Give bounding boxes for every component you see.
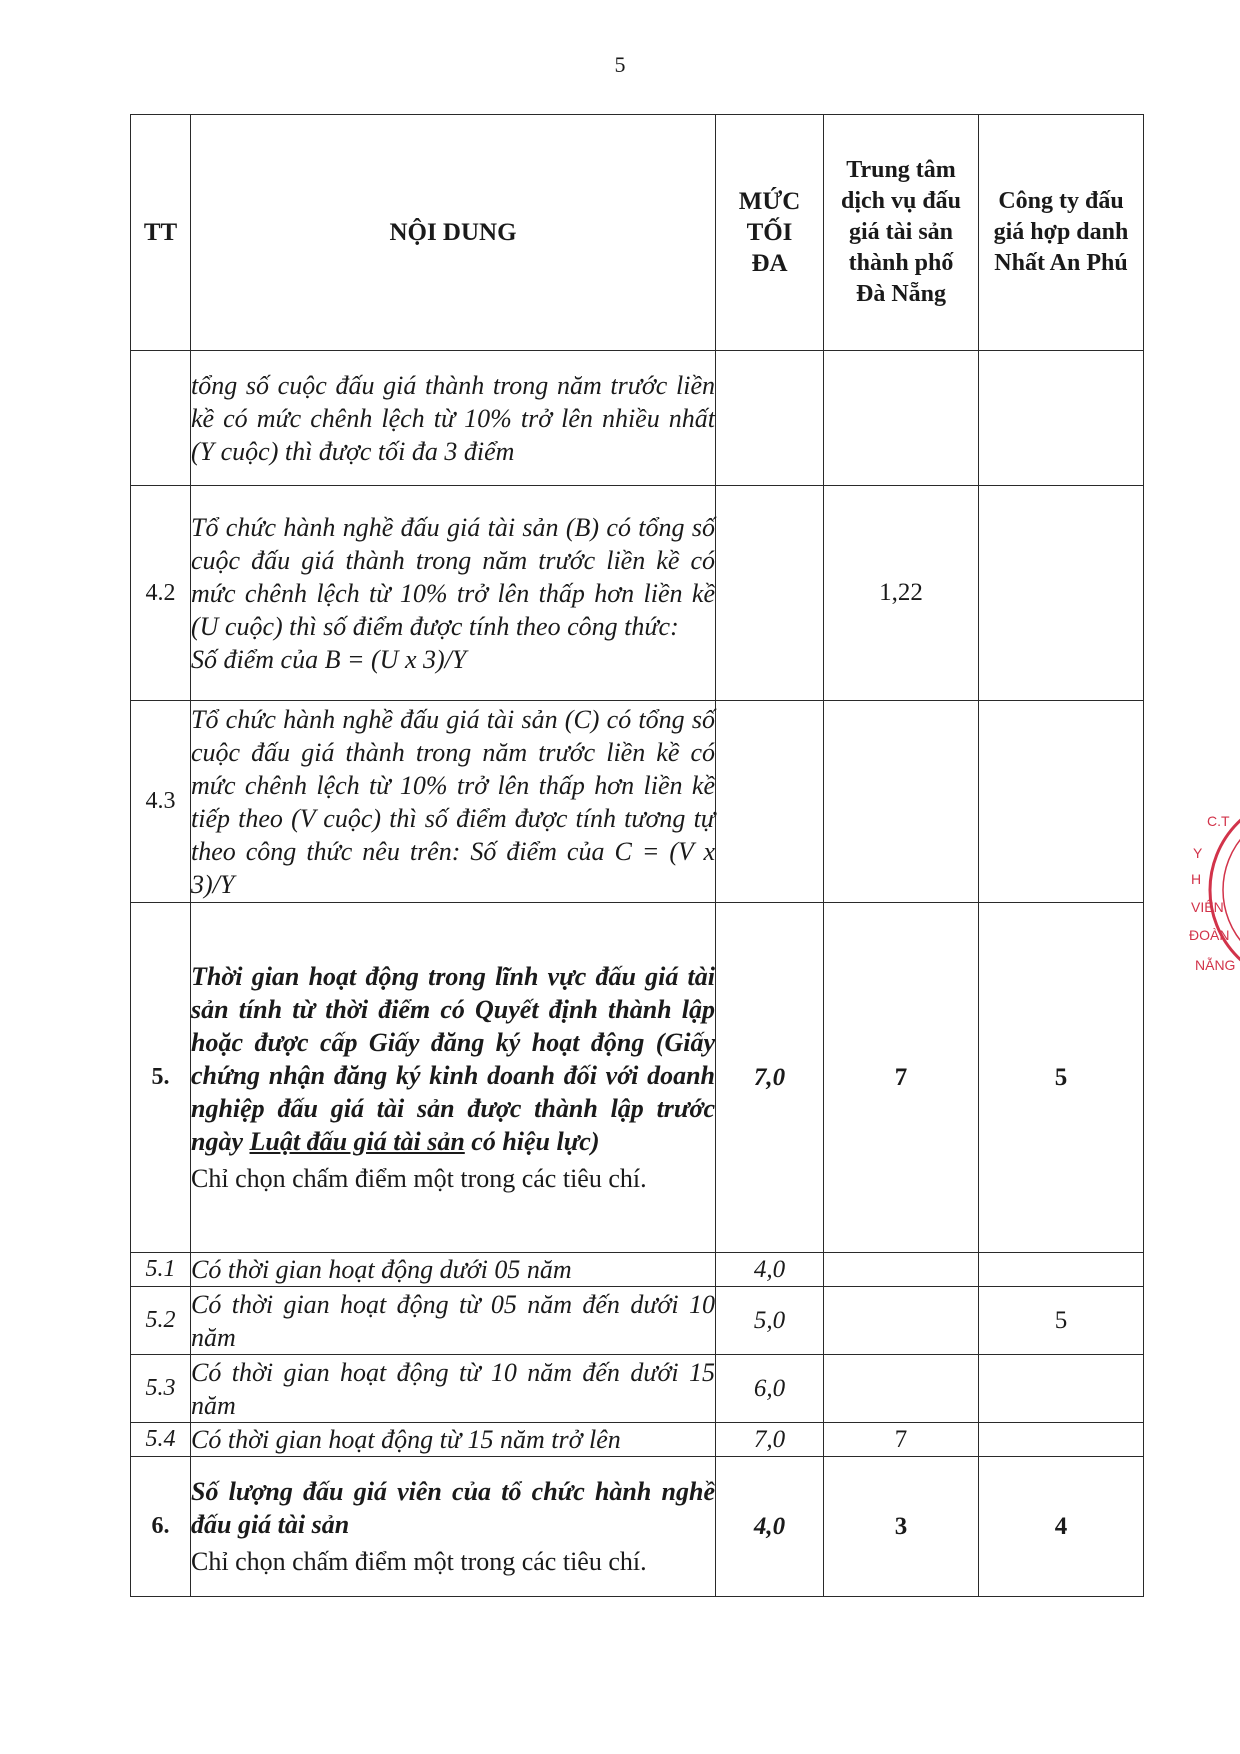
- seal-text-6: NẴNG: [1195, 957, 1236, 973]
- row-org-b: [979, 351, 1144, 486]
- row-content: [191, 1457, 716, 1597]
- row-content-note: Chỉ chọn chấm điểm một trong các tiêu chí.: [191, 1547, 647, 1576]
- row-max: 7,0: [716, 1423, 824, 1457]
- row-content-text: Tổ chức hành nghề đấu giá tài sản (B) có tổng số cuộc đấu giá thành trong năm trước liền kề có mức chênh lệch từ 10% trở lên thấp hơn liền kề (U cuộc) thì số điểm được tính theo công thức:: [191, 512, 715, 641]
- row-max: 5,0: [716, 1287, 824, 1355]
- law-reference: Luật đấu giá tài sản: [249, 1127, 465, 1156]
- row-org-a: [824, 351, 979, 486]
- company-seal: [1185, 790, 1240, 990]
- row-content-text: Có thời gian hoạt động từ 05 năm đến dưới 10 năm: [191, 1289, 715, 1352]
- table-row: [131, 486, 1144, 701]
- row-content: [191, 1355, 716, 1423]
- row-content: [191, 1253, 716, 1287]
- header-org-a-text: Trung tâm dịch vụ đấu giá tài sản thành phố Đà Nẵng: [840, 157, 962, 307]
- row-content: [191, 486, 716, 701]
- row-content-text: Có thời gian hoạt động dưới 05 năm: [191, 1255, 572, 1284]
- table-row-section-5: [131, 903, 1144, 1253]
- table-row: [131, 1287, 1144, 1355]
- header-max-score-text: MỨC TỐI ĐA: [738, 188, 801, 277]
- row-tt: 5.1: [131, 1253, 191, 1287]
- row-content-note: Chỉ chọn chấm điểm một trong các tiêu chí.: [191, 1164, 647, 1193]
- row-org-a: 1,22: [824, 486, 979, 701]
- row-org-b: 5: [979, 903, 1144, 1253]
- row-max: [716, 351, 824, 486]
- row-tt: [131, 351, 191, 486]
- row-content-text: Có thời gian hoạt động từ 10 năm đến dưới 15 năm: [191, 1357, 715, 1420]
- row-tt: 5.: [131, 903, 191, 1253]
- page-number: 5: [614, 52, 626, 77]
- row-tt: 5.2: [131, 1287, 191, 1355]
- row-org-a: [824, 1253, 979, 1287]
- seal-text-4: VIÊN: [1191, 899, 1224, 915]
- row-content: [191, 351, 716, 486]
- row-org-a: [824, 701, 979, 903]
- seal-text-2: Y: [1193, 845, 1203, 861]
- header-org-a: [824, 115, 979, 351]
- row-content-text: tổng số cuộc đấu giá thành trong năm trước liền kề có mức chênh lệch từ 10% trở lên nhiều nhất (Y cuộc) thì được tối đa 3 điểm: [191, 370, 715, 466]
- table-row: [131, 351, 1144, 486]
- table-header-row: [131, 115, 1144, 351]
- header-org-b: [979, 115, 1144, 351]
- row-org-b: [979, 701, 1144, 903]
- row-content: [191, 1423, 716, 1457]
- row-max: [716, 486, 824, 701]
- row-content-heading-after: có hiệu lực): [471, 1127, 600, 1156]
- table-row: [131, 1423, 1144, 1457]
- row-content: [191, 1287, 716, 1355]
- header-tt: TT: [131, 115, 191, 351]
- row-tt: 4.2: [131, 486, 191, 701]
- row-content: [191, 701, 716, 903]
- row-org-b: 4: [979, 1457, 1144, 1597]
- row-org-b: [979, 1423, 1144, 1457]
- row-max: 7,0: [716, 903, 824, 1253]
- header-max-score: [716, 115, 824, 351]
- row-org-a: [824, 1355, 979, 1423]
- row-content-heading-before: Thời gian hoạt động trong lĩnh vực đấu giá tài sản tính từ thời điểm có Quyết định thành lập hoặc được cấp Giấy đăng ký hoạt động (Giấy chứng nhận đăng ký kinh doanh đối với doanh nghiệp đấu giá tài sản được thành lập trước ngày: [191, 962, 715, 1156]
- table-row: [131, 1355, 1144, 1423]
- row-content-heading: Số lượng đấu giá viên của tổ chức hành nghề đấu giá tài sản: [191, 1477, 715, 1539]
- row-max: [716, 701, 824, 903]
- row-tt: 6.: [131, 1457, 191, 1597]
- row-org-b: [979, 1253, 1144, 1287]
- header-content: NỘI DUNG: [191, 115, 716, 351]
- row-formula: Số điểm của B = (U x 3)/Y: [191, 644, 467, 674]
- row-content-text: Có thời gian hoạt động từ 15 năm trở lên: [191, 1425, 621, 1454]
- row-org-b: [979, 486, 1144, 701]
- row-content: [191, 903, 716, 1253]
- row-org-b: [979, 1355, 1144, 1423]
- row-content-text: Tổ chức hành nghề đấu giá tài sản (C) có tổng số cuộc đấu giá thành trong năm trước liền kề có mức chênh lệch từ 10% trở lên thấp hơn liền kề tiếp theo (V cuộc) thì số điểm được tính tương tự theo công thức nêu trên: Số điểm của C = (V x 3)/Y: [191, 704, 715, 899]
- table-row: [131, 701, 1144, 903]
- seal-text-3: H: [1191, 871, 1202, 887]
- table-row: [131, 1253, 1144, 1287]
- row-org-a: 7: [824, 903, 979, 1253]
- row-org-a: 3: [824, 1457, 979, 1597]
- row-tt: 4.3: [131, 701, 191, 903]
- row-tt: 5.4: [131, 1423, 191, 1457]
- row-max: 6,0: [716, 1355, 824, 1423]
- table-row-section-6: [131, 1457, 1144, 1597]
- row-max: 4,0: [716, 1253, 824, 1287]
- seal-text-1: C.T: [1207, 813, 1230, 829]
- row-max: 4,0: [716, 1457, 824, 1597]
- row-org-a: 7: [824, 1423, 979, 1457]
- row-content-heading: [191, 960, 715, 1158]
- row-tt: 5.3: [131, 1355, 191, 1423]
- header-org-b-text: Công ty đấu giá hợp danh Nhất An Phú: [993, 188, 1129, 276]
- seal-text-5: ĐOÀN: [1189, 927, 1230, 943]
- row-org-b: 5: [979, 1287, 1144, 1355]
- scoring-table: [130, 114, 1144, 1597]
- row-org-a: [824, 1287, 979, 1355]
